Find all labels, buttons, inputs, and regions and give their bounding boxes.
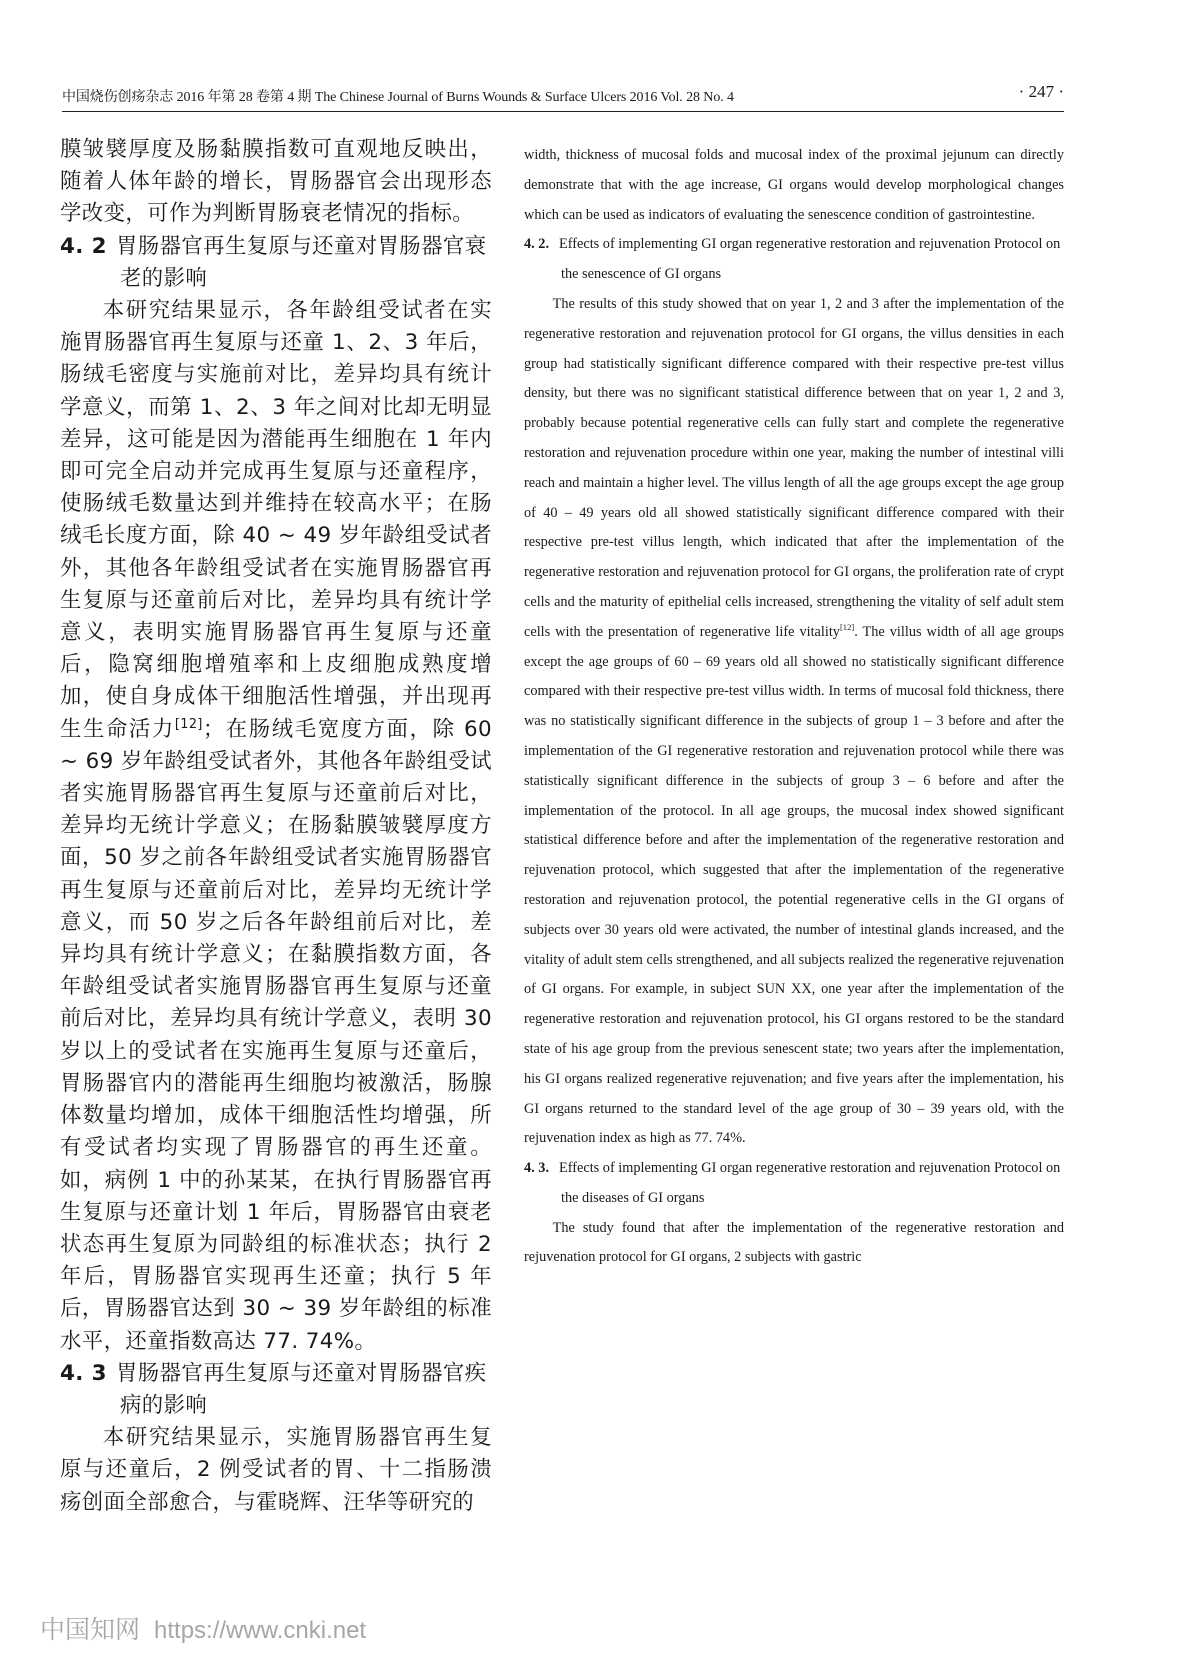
- text-run: 本研究结果显示，各年龄组受试者在实施胃肠器官再生复原与还童 1、2、3 年后，肠绒毛密度与实施前对比，差异均具有统计学意义，而第 1、2、3 年之间对比却无明显差异，这可能是因为潜能再生细胞在 1 年内即可完全启动并完成再生复原与还童程序，使肠绒毛数量达到并维持在较高水平；在肠绒毛长度方面，除 40 ~ 49 岁年龄组受试者外，其他各年龄组受试者在实施胃肠器官再生复原与还童前后对比，差异均具有统计学意义，表明实施胃肠器官再生复原与还童后，隐窝细胞增殖率和上皮细胞成熟度增加，使自身成体干细胞活性增强，并出现再生生命活力: [60, 298, 492, 742]
- zh-paragraph-results: [60, 295, 492, 1358]
- text-run: The results of this study showed that on year 1, 2 and 3 after the implementation of the regenerative restoration and rejuvenation protocol for GI organs, the villus densities in each group had statistically significant difference compared with their respective pre-test villus density, but there was no significant statistical difference between that on year 1, 2 and 3, probably because potential regenerative cells can fully start and complete the regenerative restoration and rejuvenation procedure within one year, making the number of intestinal villi reach and maintain a higher level. The villus length of all the age groups except the age group of 40 – 49 years old all showed statistically significant difference compared with their respective pre-test villus length, which indicated that after the implementation of the regenerative restoration and rejuvenation protocol for GI organs, the proliferation rate of crypt cells and the maturity of epithelial cells increased, strengthening the vitality of self adult stem cells with the presentation of regenerative life vitality: [524, 295, 1064, 640]
- zh-paragraph-continued: 膜皱襞厚度及肠黏膜指数可直观地反映出，随着人体年龄的增长，胃肠器官会出现形态学改变，可作为判断胃肠衰老情况的指标。: [60, 137, 492, 227]
- zh-section-heading-4-3: [60, 1358, 492, 1422]
- en-paragraph-diseases: The study found that after the implementation of the regenerative restoration and rejuvenation protocol for GI organs, 2 subjects with gastric: [524, 1219, 1064, 1266]
- section-number: 4. 2: [60, 233, 107, 259]
- chinese-column: [60, 134, 492, 1519]
- section-number: 4. 2.: [524, 236, 550, 253]
- section-number: 4. 3: [60, 1360, 107, 1386]
- citation-ref[interactable]: [12]: [839, 621, 855, 632]
- section-number: 4. 3.: [524, 1160, 550, 1177]
- cnki-watermark: [40, 1610, 366, 1646]
- citation-ref[interactable]: [12]: [174, 716, 203, 732]
- watermark-url[interactable]: https://www.cnki.net: [154, 1617, 367, 1644]
- en-section-heading-4-3: [524, 1154, 1064, 1214]
- en-section-heading-4-2: [524, 230, 1064, 290]
- journal-citation: 中国烧伤创疡杂志 2016 年第 28 卷第 4 期 The Chinese Journal of Burns Wounds & Surface Ulcers 2016 Vol. 28 No. 4: [62, 90, 734, 105]
- english-column: [524, 141, 1064, 1273]
- section-title: Effects of implementing GI organ regenerative restoration and rejuvenation Protocol on the diseases of GI organs: [559, 1160, 1061, 1206]
- section-title: 胃肠器官再生复原与还童对胃肠器官疾病的影响: [116, 1360, 487, 1418]
- watermark-brand: 中国知网: [40, 1615, 141, 1644]
- en-paragraph-results: [524, 290, 1064, 1154]
- section-title: 胃肠器官再生复原与还童对胃肠器官衰老的影响: [116, 233, 487, 291]
- page-number: · 247 ·: [1018, 82, 1064, 101]
- header-rule: [62, 111, 1064, 112]
- zh-section-heading-4-2: [60, 231, 492, 295]
- section-title: Effects of implementing GI organ regenerative restoration and rejuvenation Protocol on the senescence of GI organs: [559, 236, 1061, 283]
- text-run: ；在肠绒毛宽度方面，除 60 ~ 69 岁年龄组受试者外，其他各年龄组受试者实施胃肠器官再生复原与还童前后对比，差异均无统计学意义；在肠黏膜皱襞厚度方面，50 岁之前各年龄组受试者实施胃肠器官再生复原与还童前后对比，差异均无统计学意义，而 50 岁之后各年龄组前后对比，差异均具有统计学意义；在黏膜指数方面，各年龄组受试者实施胃肠器官再生复原与还童前后对比，差异均具有统计学意义，表明 30 岁以上的受试者在实施再生复原与还童后，胃肠器官内的潜能再生细胞均被激活，肠腺体数量均增加，成体干细胞活性均增强，所有受试者均实现了胃肠器官的再生还童。如，病例 1 中的孙某某，在执行胃肠器官再生复原与还童计划 1 年后，胃肠器官由衰老状态再生复原为同龄组的标准状态；执行 2 年后，胃肠器官实现再生还童；执行 5 年后，胃肠器官达到 30 ~ 39 岁年龄组的标准水平，还童指数高达 77. 74%。: [60, 716, 492, 1354]
- running-header: [62, 82, 1064, 112]
- zh-paragraph-diseases: 本研究结果显示，实施胃肠器官再生复原与还童后，2 例受试者的胃、十二指肠溃疡创面全部愈合，与霍晓辉、汪华等研究的: [60, 1425, 492, 1515]
- text-run: . The villus width of all age groups except the age groups of 60 – 69 years old all showed no statistically significant difference compared with their respective pre-test villus width. In terms of mucosal fold thickness, there was no statistically significant difference in the subjects of group 1 – 3 before and after the implementation of the GI regenerative restoration and rejuvenation protocol while there was statistically significant difference in the subjects of group 3 – 6 before and after the implementation of the protocol. In all age groups, the mucosal index showed significant statistical difference before and after the implementation of the regenerative restoration and rejuvenation protocol, which suggested that after the implementation of the regenerative restoration and rejuvenation protocol, the potential regenerative cells in the GI organs of subjects over 30 years old were activated, the number of intestinal glands increased, and the vitality of adult stem cells strengthened, and all subjects realized the regenerative rejuvenation of GI organs. For example, in subject SUN XX, one year after the implementation of the regenerative restoration and rejuvenation protocol, his GI organs restored to be the standard state of his age group from the previous senescent state; two years after the implementation, his GI organs realized regenerative rejuvenation; and five years after the implementation, his GI organs returned to the standard level of the age group of 30 – 39 years old, with the rejuvenation index as high as 77. 74%.: [524, 623, 1064, 1147]
- en-paragraph-continued: width, thickness of mucosal folds and mucosal index of the proximal jejunum can directly demonstrate that with the age increase, GI organs would develop morphological changes which can be used as indicators of evaluating the senescence condition of gastrointestine.: [524, 147, 1064, 223]
